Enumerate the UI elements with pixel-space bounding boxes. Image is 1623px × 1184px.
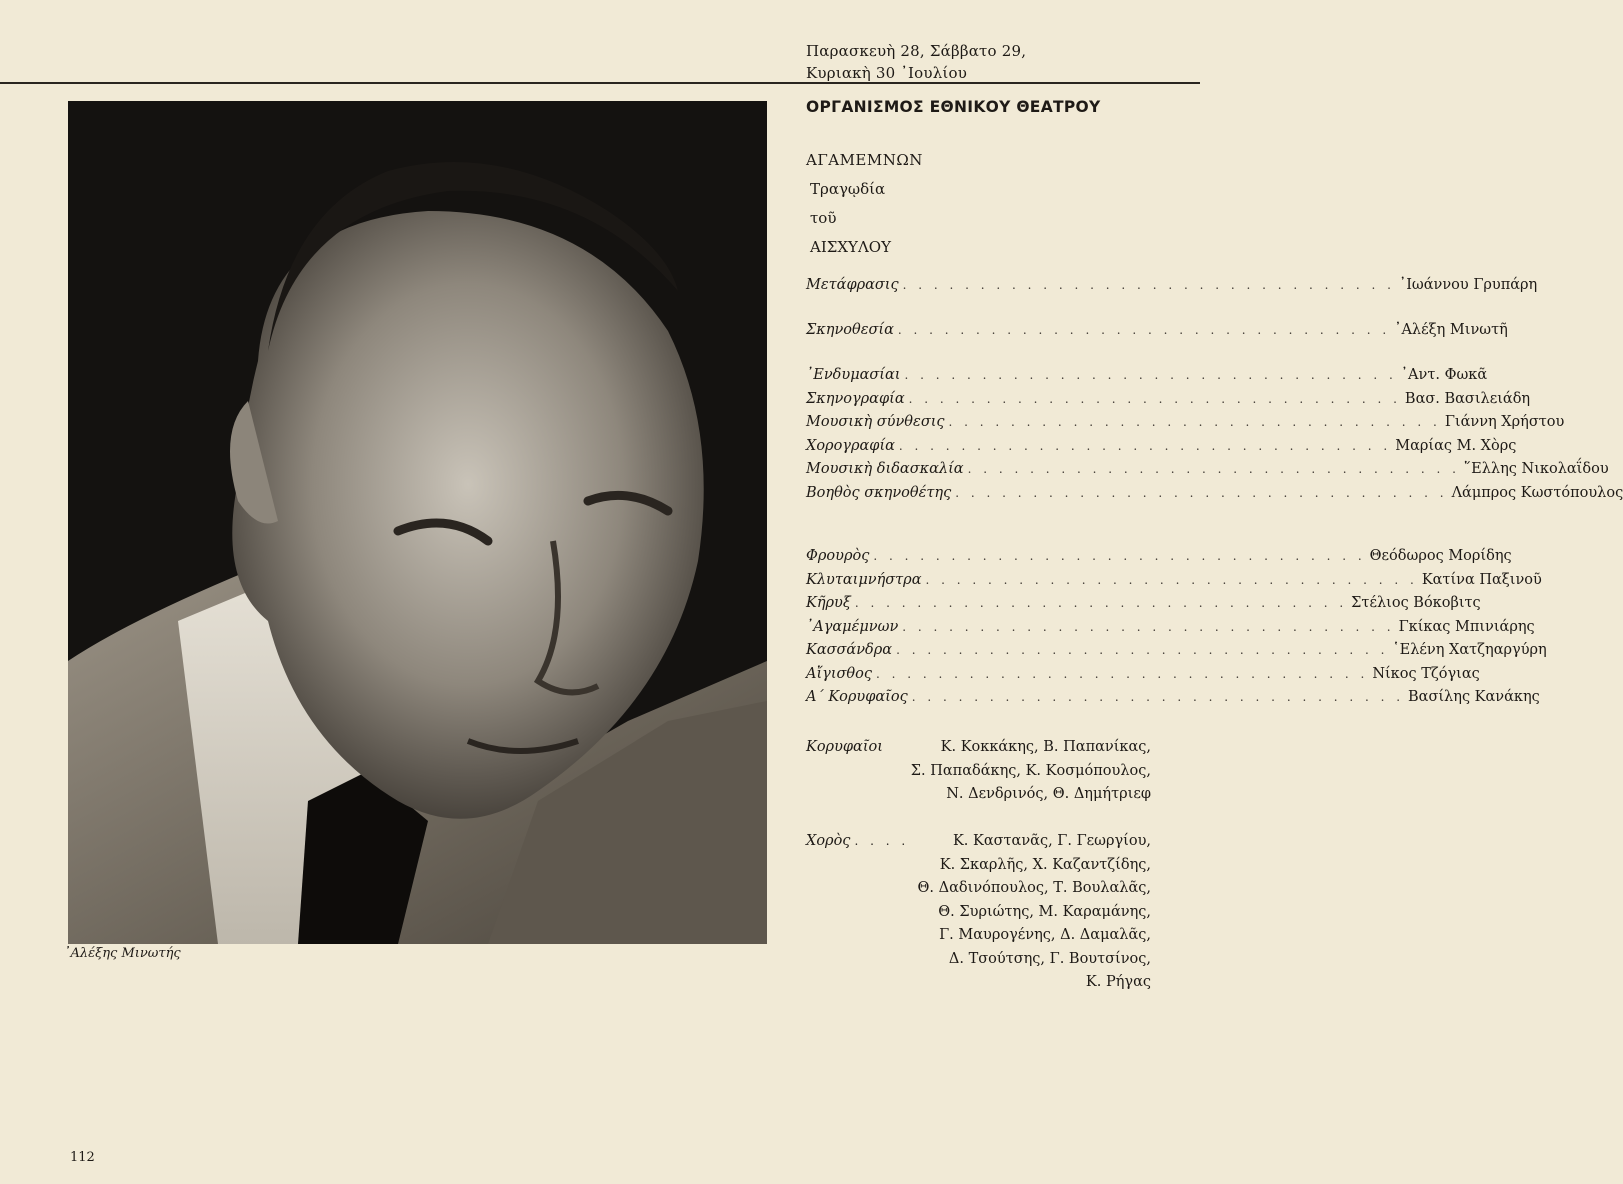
- credit-name: Μαρίας Μ. Χὸρς: [1395, 437, 1517, 454]
- leader-dots: . . . . . . . . . . . . . . . . . . . . . . . . . . . . . . . .: [902, 619, 1395, 634]
- leader-dots: . . . . . . . . . . . . . . . . . . . . . . . . . . . . . . . .: [955, 485, 1448, 500]
- credit-name: Θεόδωρος Μορίδης: [1369, 548, 1512, 564]
- credit-row: [806, 686, 1540, 710]
- portrait-illustration: [68, 101, 767, 944]
- play-title: ΑΓΑΜΕΜΝΩΝ: [806, 151, 923, 169]
- group-label: Χορὸς: [806, 833, 851, 849]
- credit-row: [806, 616, 1535, 640]
- play-genre: Τραγῳδία: [810, 180, 886, 198]
- credit-role: Μετάφρασις: [806, 277, 899, 293]
- group-names: Κ. Κοκκάκης, Β. Παπανίκας,: [940, 739, 1151, 755]
- credits-translation: [806, 274, 1538, 298]
- leader-dots: . . . . . . . . . . . . . . . . . . . . . . . . . . . . . . . .: [854, 596, 1348, 610]
- play-author: ΑΙΣΧΥΛΟΥ: [810, 238, 891, 256]
- group-names: Θ. Συριώτης, Μ. Καραμάνης,: [938, 903, 1151, 920]
- group-names: Σ. Παπαδάκης, Κ. Κοσμόπουλος,: [910, 762, 1151, 779]
- group-label: Κορυφαῖοι: [806, 739, 883, 755]
- credit-role: Κασσάνδρα: [806, 642, 893, 658]
- group-names: Δ. Τσούτσης, Γ. Βουτσίνος,: [948, 950, 1151, 967]
- leader-dots: . . . . . . . . . . . . . . . . . . . . . . . . . . . . . . . .: [897, 323, 1391, 337]
- leader-dots: . . . . . . . . . . . . . . . . . . . . . . . . . . . . . . . .: [876, 666, 1369, 681]
- credit-row: [806, 569, 1542, 593]
- leader-dots: . . . . . . . . . . . . . . . . . . . . . . . . . . . . . . . .: [911, 690, 1405, 704]
- credit-role: Σκηνοθεσία: [806, 322, 894, 338]
- portrait-photo: [68, 101, 767, 944]
- credit-name: Λάμπρος Κωστόπουλος: [1451, 484, 1623, 501]
- credit-row: [806, 639, 1547, 663]
- photo-caption: ᾿Αλέξης Μινωτής: [64, 946, 181, 961]
- credit-name: ᾿Ιωάννου Γρυπάρη: [1398, 277, 1538, 293]
- date-header: [806, 40, 1026, 84]
- credit-row: [806, 388, 1531, 412]
- leader-dots: . . . . . . . . . . . . . . . . . . . . . . . . . . . . . . . .: [925, 572, 1418, 587]
- credit-role: Σκηνογραφία: [806, 390, 905, 407]
- credit-name: Κατίνα Παξινοῦ: [1421, 571, 1542, 588]
- credit-name: Γκίκας Μπινιάρης: [1398, 618, 1535, 635]
- group-first-line: [806, 736, 1151, 760]
- credit-role: Χορογραφία: [806, 437, 895, 454]
- credit-role: Κῆρυξ: [806, 595, 851, 611]
- credit-row: [806, 435, 1517, 459]
- group-names: Κ. Καστανᾶς, Γ. Γεωργίου,: [952, 833, 1151, 849]
- leader-dots: . . . . . . . . . . . . . . . . . . . . . . . . . . . . . . . .: [902, 278, 1395, 292]
- credit-role: Βοηθὸς σκηνοθέτης: [806, 484, 952, 501]
- credit-row: [806, 319, 1508, 343]
- group-names: Ν. Δενδρινός, Θ. Δημήτριεφ: [946, 786, 1151, 802]
- leader-dots: . . . . . . . . . . . . . . . . . . . . . . . . . . . . . . . .: [948, 415, 1441, 429]
- credit-name: ῾Ελένη Χατζηαργύρη: [1392, 642, 1547, 658]
- credit-name: ᾿Αλέξη Μινωτῆ: [1394, 322, 1508, 338]
- credit-role: ᾿Αγαμέμνων: [806, 618, 899, 635]
- credit-role: Κλυταιμνήστρα: [806, 571, 922, 588]
- play-of: τοῦ: [810, 209, 837, 227]
- credit-name: ᾿Αντ. Φωκᾶ: [1400, 367, 1488, 383]
- credit-row: [806, 592, 1481, 616]
- credit-row: [806, 411, 1565, 435]
- date-line-1: Παρασκευὴ 28, Σάββατο 29,: [806, 42, 1027, 60]
- credit-row: [806, 482, 1623, 506]
- choros-group: [806, 830, 1151, 995]
- credit-role: Μουσικὴ διδασκαλία: [806, 461, 964, 477]
- credit-row: [806, 663, 1480, 687]
- group-first-line: [806, 830, 1151, 854]
- leader-dots: . . . . . . . . . . . . . . . . . . . . . . . . . . . . . . . .: [896, 643, 1389, 657]
- group-names: Γ. Μαυρογένης, Δ. Δαμαλᾶς,: [939, 927, 1151, 943]
- play-heading: [806, 146, 1151, 262]
- date-line-2: Κυριακὴ 30 ᾿Ιουλίου: [806, 64, 968, 82]
- credit-name: Νίκος Τζόγιας: [1372, 665, 1480, 682]
- header-rule: [0, 82, 1200, 84]
- credit-name: Βασ. Βασιλειάδη: [1404, 390, 1531, 407]
- credits-production: [806, 364, 1623, 505]
- group-names: Θ. Δαδινόπουλος, Τ. Βουλαλᾶς,: [917, 880, 1151, 896]
- credit-row: [806, 364, 1488, 388]
- leader-dots: . . . . . . . . . . . . . . . . . . . . . . . . . . . . . . . .: [873, 549, 1366, 563]
- organization-title: ΟΡΓΑΝΙΣΜΟΣ ΕΘΝΙΚΟΥ ΘΕΑΤΡΟΥ: [806, 98, 1101, 116]
- credit-role: Φρουρὸς: [806, 548, 870, 564]
- group-names: Κ. Σκαρλῆς, Χ. Καζαντζίδης,: [939, 856, 1151, 873]
- credit-row: [806, 545, 1512, 569]
- credit-name: Βασίλης Κανάκης: [1408, 689, 1540, 705]
- credit-row: [806, 274, 1538, 298]
- leader-dots: . . . . . . . . . . . . . . . . . . . . . . . . . . . . . . . .: [904, 368, 1397, 382]
- credit-row: [806, 458, 1609, 482]
- credit-role: Μουσικὴ σύνθεσις: [806, 414, 945, 430]
- leader-dots: . . . . . . . . . . . . . . . . . . . . . . . . . . . . . . . .: [908, 391, 1401, 406]
- credit-role: ᾿Ενδυμασίαι: [806, 367, 901, 383]
- credit-name: Γιάννη Χρήστου: [1444, 414, 1565, 430]
- credit-name: ῞Ελλης Νικολαΐδου: [1463, 461, 1609, 477]
- credit-name: Στέλιος Βόκοβιτς: [1351, 595, 1481, 611]
- credit-role: Α΄ Κορυφαῖος: [806, 689, 908, 705]
- leader-dots: . . . . . . . . . . . . . . . . . . . . . . . . . . . . . . . .: [898, 438, 1392, 453]
- credits-direction: [806, 319, 1508, 343]
- leader-dots: . . . . . . . . . . . . . . . . . . . . . . . . . . . . . . . .: [967, 462, 1460, 476]
- page-number: 112: [70, 1150, 95, 1165]
- koryfaioi-group: [806, 736, 1151, 807]
- group-names: Κ. Ρήγας: [1085, 974, 1151, 990]
- credit-role: Αἴγισθος: [806, 665, 872, 682]
- cast-list: [806, 545, 1547, 710]
- leader-dots: . . . .: [854, 834, 910, 848]
